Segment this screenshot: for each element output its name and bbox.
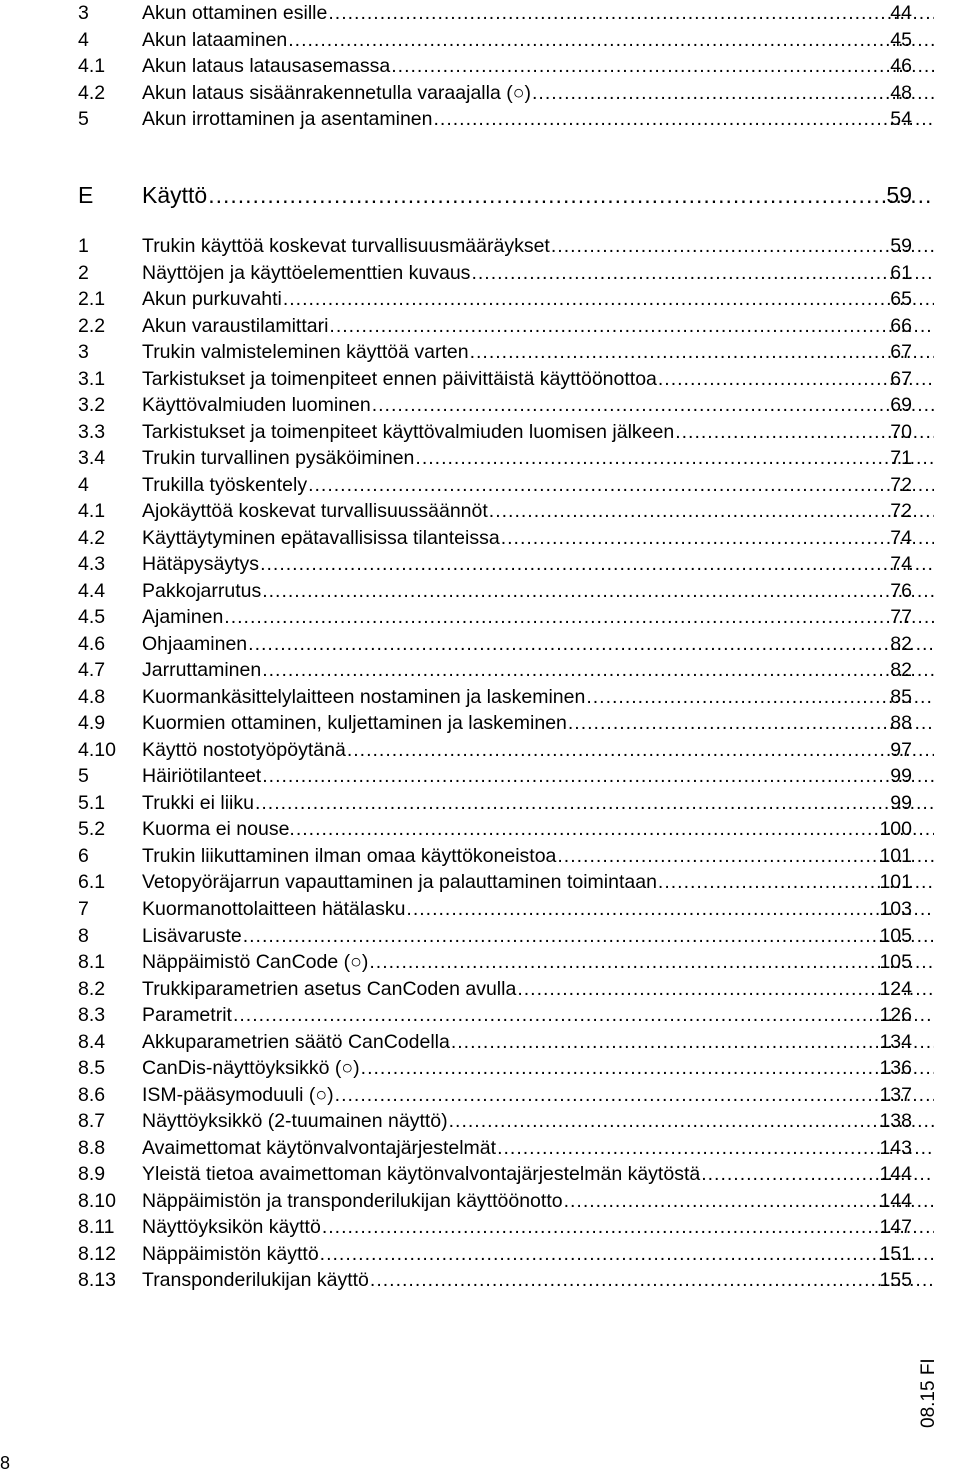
dot-leader [371,392,934,418]
toc-entry[interactable] [78,896,912,922]
toc-entry-number: 4.2 [78,526,106,549]
toc-entry[interactable] [78,1188,912,1214]
toc-entry-title: ISM-pääsymoduuli (○) [142,1083,334,1106]
toc-entry[interactable] [78,1214,912,1240]
toc-entry-page: 103 [879,898,912,920]
dot-leader [261,578,934,604]
toc-entry-number: 2 [78,261,89,284]
toc-entry[interactable] [78,1241,912,1267]
toc-entry-title: Häiriötilanteet [142,765,262,788]
toc-entry-title: Pakkojarrutus [142,579,262,602]
toc-entry-number: 6.1 [78,871,106,894]
toc-entry-title: Käyttö nostotyöpöytänä [142,738,346,761]
toc-entry-number: E [78,182,94,208]
toc-entry-title-line [142,233,934,259]
toc-entry-page: 72 [890,500,912,523]
toc-entry-title-line [142,790,934,816]
dot-leader [232,1002,934,1028]
toc-entry-title-line [142,1241,934,1267]
toc-entry-title: Akun varaustilamittari [142,314,329,337]
toc-entry[interactable] [78,816,912,842]
dot-leader [390,53,934,79]
toc-entry-number: 2.1 [78,288,106,311]
toc-entry[interactable] [78,0,912,26]
toc-entry[interactable] [78,737,912,763]
toc-entry-page: 99 [890,791,912,814]
toc-entry-number: 8.9 [78,1163,106,1186]
dot-leader [470,260,934,286]
toc-entry-number: 6 [78,844,89,867]
toc-entry-title-line [142,1082,934,1108]
toc-entry-page: 137 [879,1083,912,1106]
toc-entry-page: 82 [890,659,912,682]
toc-entry-title: Ajokäyttöä koskevat turvallisuussäännöt [142,500,488,523]
toc-entry-page: 66 [890,314,912,337]
toc-entry-number: 4 [78,473,89,496]
toc-entry-title: Akun purkuvahti [142,288,282,311]
toc-entry[interactable] [78,976,912,1002]
toc-entry-title: Tarkistukset ja toimenpiteet käyttövalmiuden luomisen jälkeen [142,420,675,443]
toc-entry-page: 74 [890,553,912,576]
toc-entry-title: Kuorma ei nouse. [142,818,295,841]
toc-entry[interactable] [78,472,912,498]
toc-entry[interactable] [78,525,912,551]
toc-entry-title: Trukin liikuttaminen ilman omaa käyttökoneistoa [142,844,557,867]
toc-entry[interactable] [78,1082,912,1108]
dot-leader [531,80,934,106]
toc-entry[interactable] [78,657,912,683]
toc-entry-number: 8.13 [78,1269,116,1292]
toc-entry[interactable] [78,339,912,365]
toc-entry-page: 99 [890,765,912,788]
toc-entry-title-line [142,1161,934,1187]
toc-entry-title-line [142,525,934,551]
toc-entry-number: 4.1 [78,500,106,523]
toc-entry-number: 1 [78,235,89,257]
toc-entry-title-line [142,843,934,869]
page-number: 8 [0,1453,11,1473]
toc-entry-page: 143 [879,1136,912,1159]
toc-entry-page: 144 [879,1163,912,1186]
toc-entry-title-line [142,869,934,895]
toc-entry-title-line [142,286,934,312]
toc-entry[interactable] [78,80,912,106]
toc-entry-title-line [142,657,934,683]
toc-entry-title: Käyttäytyminen epätavallisissa tilanteissa [142,526,500,549]
toc-entry-title-line [142,604,934,630]
toc-entry[interactable] [78,604,912,630]
toc-entry[interactable] [78,1161,912,1187]
toc-entry-title-line [142,816,934,842]
toc-entry-number: 4.5 [78,606,106,629]
toc-entry-page: 48 [890,81,912,104]
dot-leader [287,27,934,53]
toc-entry[interactable] [78,445,912,471]
toc-entry-number: 8.4 [78,1030,106,1053]
toc-entry[interactable] [78,27,912,53]
toc-entry[interactable] [78,763,912,789]
toc-entry[interactable] [78,53,912,79]
toc-entry[interactable] [78,498,912,524]
toc-entry-title: Transponderilukijan käyttö [142,1269,369,1292]
toc-entry[interactable] [78,684,912,710]
toc-entry-title-line [142,445,934,471]
toc-entry-page: 136 [879,1057,912,1080]
toc-entry-title-line [142,0,934,26]
toc-entry-title-line [142,578,934,604]
toc-entry-title-line [142,1055,934,1081]
toc-entry-title: Näyttöyksikön käyttö [142,1216,321,1239]
toc-entry-number: 3.4 [78,447,106,470]
toc-entry-number: 8.8 [78,1136,106,1159]
toc-entry-title-line [142,366,934,392]
dot-leader [448,1108,934,1134]
toc-entry-title: Trukin käyttöä koskevat turvallisuusmääräykset [142,235,550,257]
toc-entry-number: 8.10 [78,1189,116,1212]
toc-entry-page: 100 [879,818,912,841]
toc-entry-title: Näyttöjen ja käyttöelementtien kuvaus [142,261,471,284]
toc-entry-page: 71 [890,447,912,470]
toc-entry-title-line [142,1267,934,1293]
dot-leader [550,233,934,259]
dot-leader [496,1135,934,1161]
toc-entry-page: 67 [890,367,912,390]
toc-entry-title-line [142,1214,934,1240]
toc-entry-title: Akun lataaminen [142,28,288,51]
toc-entry-title-line [142,1029,934,1055]
toc-entry-number: 3.2 [78,394,106,417]
toc-entry-page: 61 [890,261,912,284]
toc-entry[interactable] [78,286,912,312]
toc-entry-page: 97 [890,738,912,761]
toc-entry-title: Kuormanottolaitteen hätälasku [142,898,406,920]
toc-entry-number: 5.1 [78,791,106,814]
dot-leader [295,816,934,842]
toc-entry-title: Näyttöyksikkö (2-tuumainen näyttö) [142,1110,448,1133]
toc-entry-title: Kuormien ottaminen, kuljettaminen ja laskeminen [142,712,567,735]
toc-entry-title-line [142,181,934,209]
toc-entry[interactable] [78,843,912,869]
toc-entry[interactable] [78,366,912,392]
toc-entry-title-line [142,313,934,339]
toc-entry-title: Akkuparametrien säätö CanCodella [142,1030,450,1053]
toc-chapter-heading[interactable] [78,181,912,209]
toc-entry-title: Näppäimistön ja transponderilukijan käyttöönotto [142,1189,563,1212]
toc-entry-title-line [142,551,934,577]
toc-entry[interactable] [78,869,912,895]
toc-entry-title: Yleistä tietoa avaimettoman käytönvalvontajärjestelmän käytöstä [142,1163,701,1186]
dot-leader [261,657,934,683]
toc-entry-title: Ohjaaminen [142,632,248,655]
toc-entry-title-line [142,949,934,975]
dot-leader [556,843,934,869]
dot-leader [282,286,934,312]
dot-leader [321,1214,934,1240]
dot-leader [369,1267,934,1293]
toc-entry-title: Käyttö [142,182,208,208]
toc-entry-page: 138 [879,1110,912,1133]
dot-leader [328,313,934,339]
toc-entry-number: 8.7 [78,1110,106,1133]
toc-entry[interactable] [78,710,912,736]
toc-entry-number: 4.8 [78,685,106,708]
toc-entry[interactable] [78,1029,912,1055]
dot-leader [261,763,934,789]
toc-entry-page: 70 [890,420,912,443]
dot-leader [319,1241,934,1267]
toc-entry-title: Jarruttaminen [142,659,262,682]
toc-entry-title: Hätäpysäytys [142,553,260,576]
dot-leader [360,1055,934,1081]
toc-entry-title: Näppäimistö CanCode (○) [142,951,369,974]
toc-entry-title: Parametrit [142,1004,232,1027]
toc-entry-number: 4.1 [78,55,106,78]
toc-entry-title: Kuormankäsittelylaitteen nostaminen ja laskeminen [142,685,586,708]
edition-code: 08.15 FI [918,1358,939,1428]
toc-entry-title-line [142,106,934,132]
toc-entry[interactable] [78,923,912,949]
dot-leader [254,790,934,816]
toc-entry-number: 3 [78,2,89,24]
toc-entry[interactable] [78,392,912,418]
toc-entry-page: 101 [879,844,912,867]
toc-entry-page: 46 [890,55,912,78]
toc-entry-title-line [142,1135,934,1161]
toc-entry-page: 151 [879,1242,912,1265]
toc-entry-number: 2.2 [78,314,106,337]
toc-entry-title-line [142,976,934,1002]
toc-entry-title-line [142,1188,934,1214]
toc-entry-number: 3 [78,341,89,364]
toc-entry-page: 88 [890,712,912,735]
toc-entry-number: 5 [78,765,89,788]
dot-leader [327,0,934,26]
toc-entry-page: 101 [879,871,912,894]
toc-entry-number: 8 [78,924,89,947]
toc-entry-number: 4.4 [78,579,106,602]
dot-leader [516,976,934,1002]
toc-entry-title: Trukin turvallinen pysäköiminen [142,447,415,470]
toc-entry[interactable] [78,578,912,604]
toc-entry-title: Akun lataus latausasemassa [142,55,391,78]
dot-leader [346,737,934,763]
toc-entry-page: 74 [890,526,912,549]
toc-entry[interactable] [78,1108,912,1134]
dot-leader [247,631,934,657]
toc-entry-number: 4.3 [78,553,106,576]
toc-entry-number: 5 [78,108,89,131]
toc-entry-title-line [142,392,934,418]
toc-entry-page: 65 [890,288,912,311]
dot-leader [414,445,934,471]
toc-entry[interactable] [78,949,912,975]
toc-entry-title-line [142,53,934,79]
toc-entry-page: 72 [890,473,912,496]
toc-entry-number: 8.11 [78,1216,115,1239]
toc-entry-number: 5.2 [78,818,106,841]
toc-entry-number: 8.3 [78,1004,106,1027]
dot-leader [242,923,934,949]
toc-entry-page: 147 [879,1216,912,1239]
toc-entry-title: Trukki ei liiku [142,791,254,814]
toc-entry[interactable] [78,260,912,286]
toc-entry-number: 3.3 [78,420,106,443]
dot-leader [567,710,934,736]
toc-entry-page: 44 [890,2,912,24]
toc-entry[interactable] [78,313,912,339]
toc-entry-title-line [142,419,934,445]
toc-entry-title-line [142,896,934,922]
toc-entry-title-line [142,763,934,789]
toc-entry-number: 4.2 [78,81,106,104]
toc-entry-page: 105 [879,951,912,974]
toc-entry-number: 8.6 [78,1083,106,1106]
toc-entry-page: 155 [879,1269,912,1292]
toc-entry-title-line [142,1002,934,1028]
dot-leader [450,1029,934,1055]
toc-entry-title-line [142,472,934,498]
toc-entry-title-line [142,631,934,657]
toc-entry-title-line [142,260,934,286]
toc-entry-title-line [142,27,934,53]
toc-entry-number: 7 [78,898,89,920]
toc-entry-title-line [142,710,934,736]
dot-leader [433,106,935,132]
toc-entry-title-line [142,737,934,763]
toc-entry[interactable] [78,1267,912,1293]
toc-entry[interactable] [78,631,912,657]
toc-entry-page: 59 [886,182,912,208]
dot-leader [334,1082,934,1108]
dot-leader [368,949,934,975]
dot-leader [223,604,934,630]
toc-entry-title-line [142,498,934,524]
toc-entry-page: 124 [879,977,912,1000]
toc-entry-title: Akun lataus sisäänrakennetulla varaajalla (○) [142,81,531,104]
toc-entry-title: Akun ottaminen esille [142,2,328,24]
toc-entry[interactable] [78,1135,912,1161]
toc-entry-number: 4.6 [78,632,106,655]
dot-leader [207,181,934,209]
dot-leader [488,498,934,524]
toc-entry-page: 85 [890,685,912,708]
toc-entry-page: 76 [890,579,912,602]
toc-entry-title: Vetopyöräjarrun vapauttaminen ja palauttaminen toimintaan [142,871,657,894]
dot-leader [307,472,934,498]
toc-entry-title-line [142,1108,934,1134]
toc-entry-title: CanDis-näyttöyksikkö (○) [142,1057,360,1080]
toc-entry-number: 8.1 [78,951,106,974]
toc-entry[interactable] [78,551,912,577]
toc-entry[interactable] [78,419,912,445]
toc-entry[interactable] [78,233,912,259]
toc-entry-page: 59 [890,235,912,257]
toc-entry-title: Trukilla työskentely [142,473,308,496]
dot-leader [500,525,934,551]
toc-entry-page: 77 [890,606,912,629]
dot-leader [405,896,934,922]
toc-entry-title-line [142,923,934,949]
toc-entry-title: Käyttövalmiuden luominen [142,394,371,417]
toc-entry[interactable] [78,1002,912,1028]
toc-entry[interactable] [78,1055,912,1081]
toc-entry-title: Akun irrottaminen ja asentaminen [142,108,433,131]
toc-entry-title: Näppäimistön käyttö [142,1242,319,1265]
toc-entry-number: 4.9 [78,712,106,735]
dot-leader [469,339,934,365]
toc-entry-number: 4.7 [78,659,106,682]
dot-leader [259,551,934,577]
toc-entry-page: 134 [879,1030,912,1053]
toc-entry-number: 3.1 [78,367,106,390]
toc-entry-number: 8.5 [78,1057,106,1080]
toc-entry-page: 82 [890,632,912,655]
toc-entry[interactable] [78,790,912,816]
dot-leader [563,1188,934,1214]
toc-entry-title-line [142,339,934,365]
toc-entry-title: Ajaminen [142,606,224,629]
toc-entry-page: 67 [890,341,912,364]
toc-entry-page: 144 [879,1189,912,1212]
toc-entry-number: 8.12 [78,1242,116,1265]
toc-entry-page: 126 [879,1004,912,1027]
toc-entry-title: Trukin valmisteleminen käyttöä varten [142,341,469,364]
toc-entry-number: 4 [78,28,89,51]
toc-entry-title: Lisävaruste [142,924,242,947]
toc-entry-title-line [142,684,934,710]
toc-entry-page: 54 [890,108,912,131]
toc-entry-number: 8.2 [78,977,106,1000]
toc-entry-title: Avaimettomat käytönvalvontajärjestelmät [142,1136,497,1159]
toc-entry-title: Trukkiparametrien asetus CanCoden avulla [142,977,517,1000]
toc-entry-title-line [142,80,934,106]
dot-leader [585,684,934,710]
toc-entry-title: Tarkistukset ja toimenpiteet ennen päivittäistä käyttöönottoa [142,367,657,390]
toc-entry[interactable] [78,106,912,132]
toc-entry-number: 4.10 [78,738,116,761]
toc-entry-page: 105 [879,924,912,947]
toc-entry-page: 45 [890,28,912,51]
toc-entry-page: 69 [890,394,912,417]
